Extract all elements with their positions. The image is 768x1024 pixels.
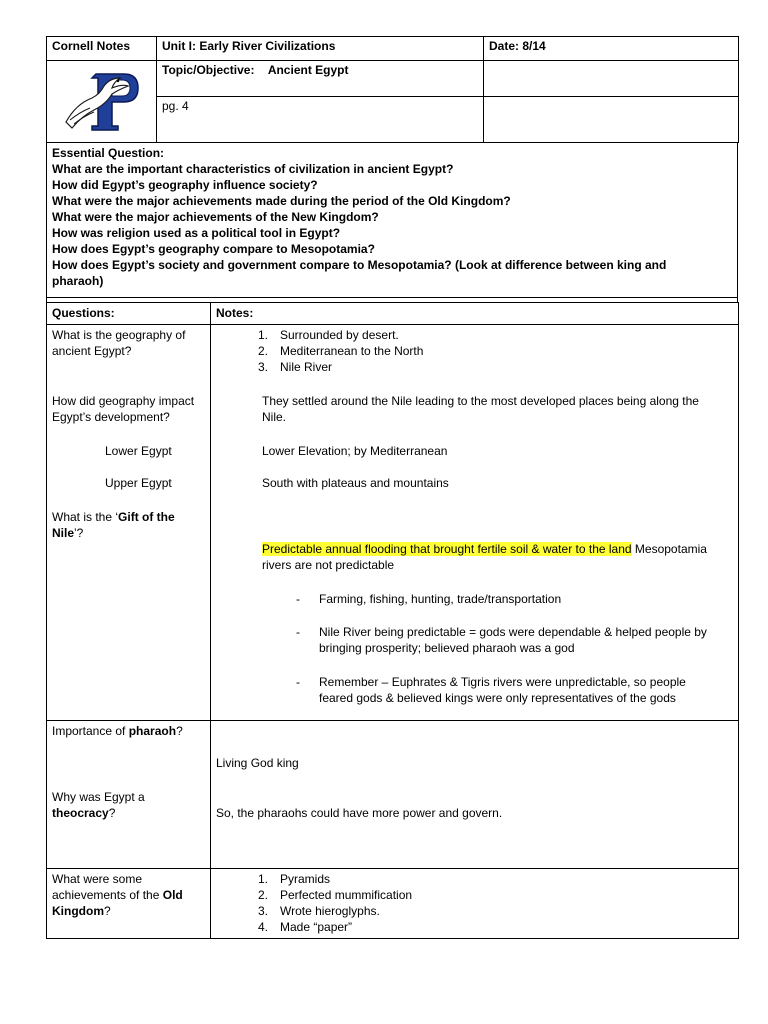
bullet-dash: - [296,592,300,606]
bullet-item: Nile River being predictable = gods were dependable & helped people by bringing prosperity; believed pharaoh was a god [319,625,707,655]
essential-question-0: What are the important characteristics of civilization in ancient Egypt? [52,162,454,176]
upper-egypt-label: Upper Egypt [105,476,172,490]
essential-question-6: How does Egypt’s society and government compare to Mesopotamia? (Look at difference between king and [52,258,667,272]
theocracy-answer: So, the pharaohs could have more power and govern. [216,806,503,820]
falcon-p-logo-icon [62,64,142,136]
q-old-kingdom: What were some achievements of the Old Kingdom? [52,872,183,918]
geography-list [258,327,423,375]
page-blank [484,97,739,143]
notes-table [46,302,739,939]
essential-question-2: What were the major achievements made during the period of the Old Kingdom? [52,194,511,208]
list-item: 2. Mediterranean to the North [258,344,424,358]
bullet-item: Remember – Euphrates & Tigris rivers were unpredictable, so people feared gods & believed kings were only representatives of the gods [319,675,686,705]
q-geography: What is the geography of ancient Egypt? [52,328,186,358]
cornell-notes-page [46,36,738,939]
date-field: Date: 8/14 [484,37,739,61]
topic-blank [484,61,739,97]
essential-question-7: pharaoh) [52,274,104,288]
list-item: 4. Made “paper” [258,920,353,934]
q-geography-impact: How did geography impact Egypt’s development? [52,394,195,424]
gift-note: Predictable annual flooding that brought fertile soil & water to the land Mesopotamia rivers are not predictable [262,542,707,572]
lower-egypt-note: Lower Elevation; by Mediterranean [262,444,448,458]
q-gift-of-nile: What is the ‘Gift of the Nile’? [52,510,175,540]
cornell-notes-label: Cornell Notes [47,37,157,61]
essential-question-title: Essential Question: [52,146,165,160]
section1-questions [47,325,211,721]
q-pharaoh: Importance of pharaoh? [52,724,183,738]
pharaoh-answer: Living God king [216,756,299,770]
list-item: 2. Perfected mummification [258,888,413,902]
notes-heading: Notes: [211,303,739,325]
section3-questions [47,869,211,939]
topic-label: Topic/Objective: [162,63,255,77]
bullet-item: Farming, fishing, hunting, trade/transportation [319,592,562,606]
q-theocracy: Why was Egypt a theocracy? [52,790,145,820]
old-kingdom-list [258,871,412,935]
section2-questions [47,721,211,869]
bullet-dash: - [296,675,300,689]
header-table [46,36,739,143]
essential-question-1: How did Egypt’s geography influence society? [52,178,318,192]
section2-notes [211,721,739,869]
section3-notes [211,869,739,939]
essential-question-3: What were the major achievements of the New Kingdom? [52,210,379,224]
topic-value: Ancient Egypt [267,63,349,77]
bullet-dash: - [296,625,300,639]
section1-notes [211,325,739,721]
impact-note: They settled around the Nile leading to the most developed places being along the Nile. [262,394,699,424]
upper-egypt-note: South with plateaus and mountains [262,476,449,490]
school-logo [47,61,157,143]
lower-egypt-label: Lower Egypt [105,444,172,458]
questions-heading: Questions: [47,303,211,325]
list-item: 1. Pyramids [258,872,331,886]
highlighted-text: Predictable annual flooding that brought fertile soil & water to the land [262,542,632,556]
unit-title: Unit I: Early River Civilizations [157,37,484,61]
essential-question-4: How was religion used as a political tool in Egypt? [52,226,341,240]
topic-objective [157,61,484,97]
list-item: 1. Surrounded by desert. [258,328,399,342]
list-item: 3. Wrote hieroglyphs. [258,904,380,918]
essential-question-box [46,143,738,298]
essential-question-5: How does Egypt’s geography compare to Mesopotamia? [52,242,375,256]
page-number: pg. 4 [157,97,484,143]
list-item: 3. Nile River [258,360,333,374]
